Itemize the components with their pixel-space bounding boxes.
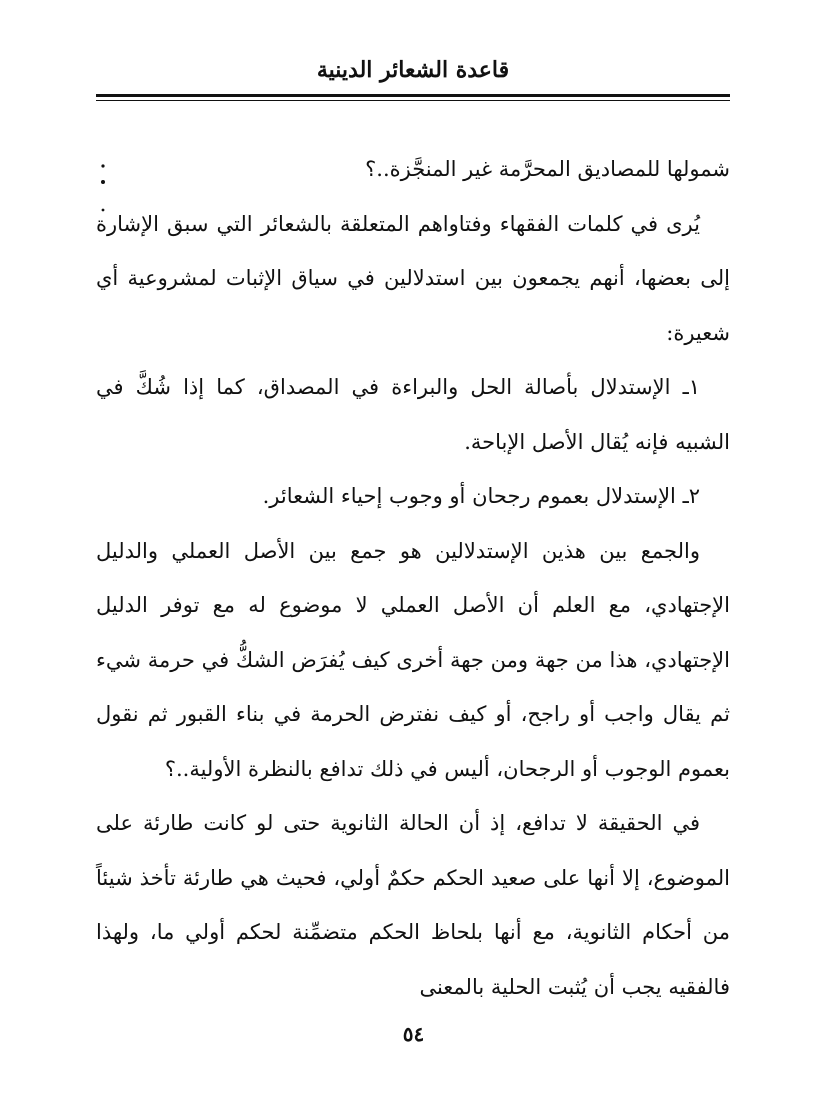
paragraph: شمولها للمصاديق المحرَّمة غير المنجَّزة..؟ bbox=[365, 157, 730, 181]
running-header: قاعدة الشعائر الدينية bbox=[316, 57, 510, 83]
page-number: ٥٤ bbox=[402, 1022, 425, 1046]
paragraph: والجمع بين هذين الإستدلالين هو جمع بين الأصل العملي والدليل الإجتهادي، مع العلم أن الأصل العملي لا موضوع له مع توفر الدليل الإجتهادي، هذا من جهة ومن جهة أخرى كيف يُفرَض الشكُّ في حرمة شيء ثم يقال واجب أو راجح، أو كيف نفترض الحرمة في بناء القبور ثم نقول بعموم الوجوب أو الرجحان، أليس في ذلك تدافع بالنظرة الأولية..؟ bbox=[96, 538, 730, 781]
list-item: ١ـ الإستدلال بأصالة الحل والبراءة في المصداق، كما إذا شُكَّ في الشبيه فإنه يُقال الأصل الإباحة. bbox=[96, 375, 730, 454]
header-rule-thin bbox=[96, 100, 730, 101]
header-rule-thick bbox=[96, 94, 730, 97]
body-text bbox=[96, 142, 730, 1014]
paragraph: يُرى في كلمات الفقهاء وفتاواهم المتعلقة بالشعائر التي سبق الإشارة إلى بعضها، أنهم يجمعون بين استدلالين في سياق الإثبات لمشروعية أي شعيرة: bbox=[96, 211, 730, 345]
list-item: ٢ـ الإستدلال بعموم رجحان أو وجوب إحياء الشعائر. bbox=[262, 484, 700, 508]
paragraph: في الحقيقة لا تدافع، إذ أن الحالة الثانوية حتى لو كانت طارئة على الموضوع، إلا أنها على صعيد الحكم حكمٌ أولي، فحيث هي طارئة تأخذ شيئاً من أحكام الثانوية، مع أنها بلحاظ الحكم متضمِّنة لحكم أولي ما، ولهذا فالفقيه يجب أن يُثبت الحلية بالمعنى bbox=[96, 811, 730, 999]
